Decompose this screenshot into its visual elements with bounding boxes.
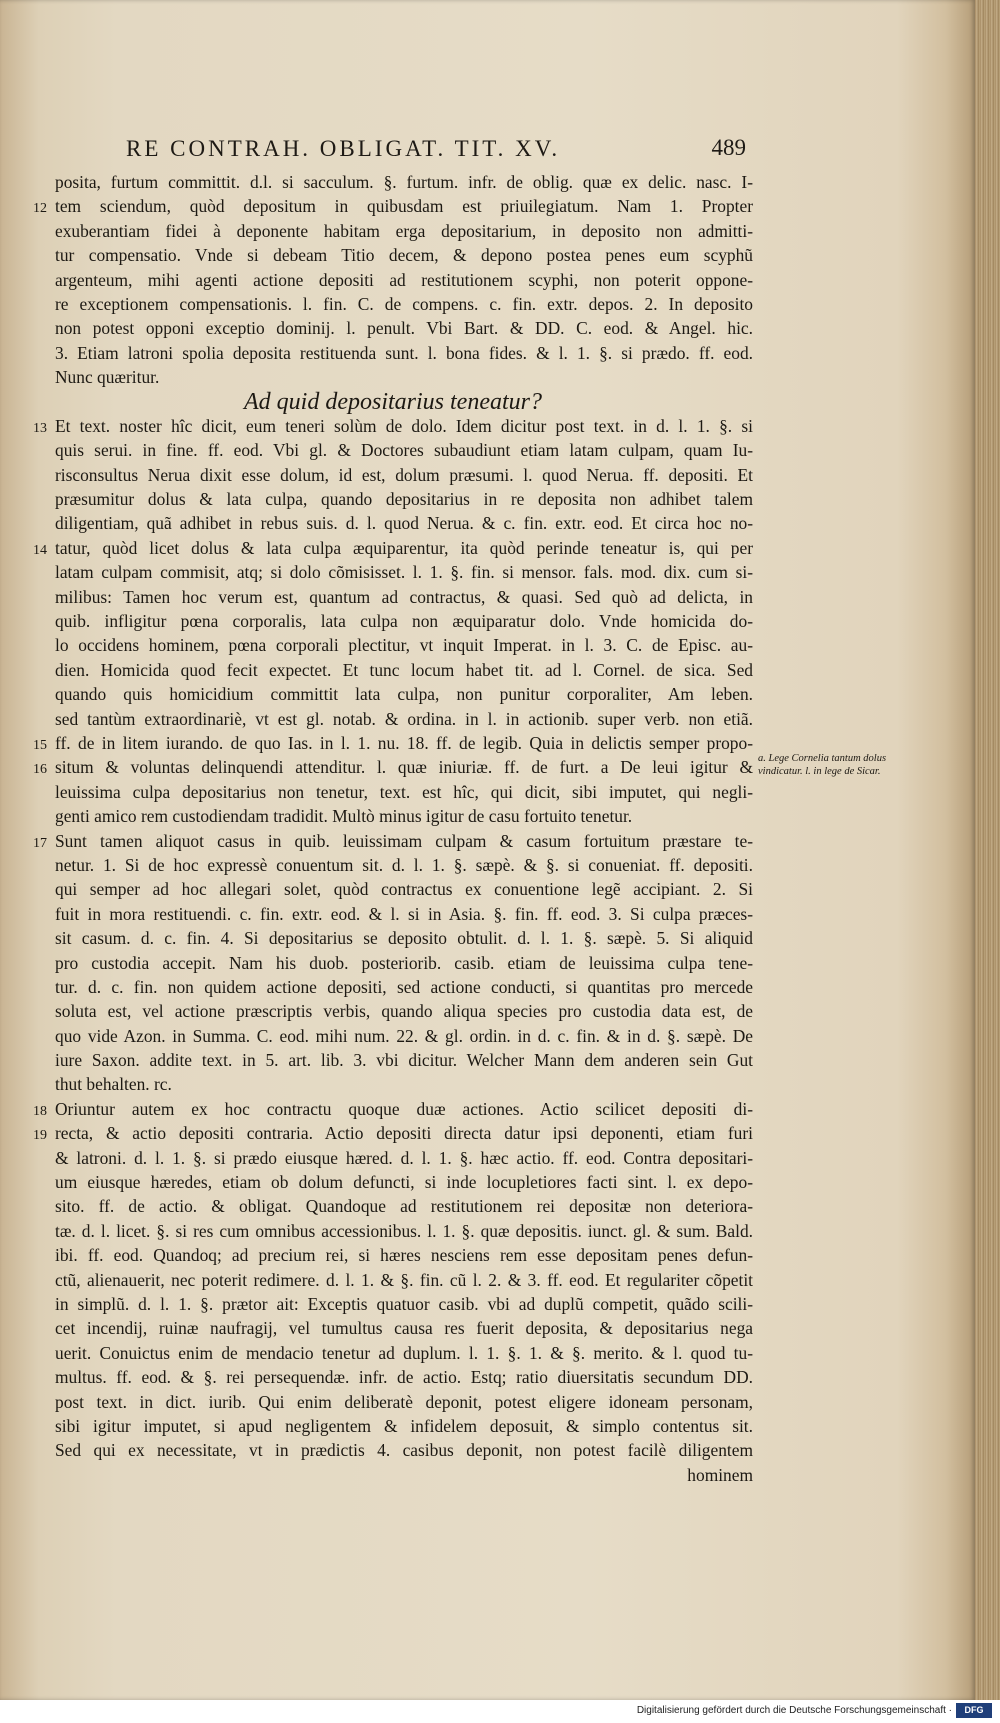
text-line [33,1438,753,1462]
text-line [33,1292,753,1316]
line-text: tæ. d. l. licet. §. si res cum omnibus accessionibus. l. 1. §. quæ depositis. iunct. gl. & sum. Bald. [55,1220,753,1241]
line-text: soluta est, vel actione præscriptis verbis, quando aliqua species pro custodia data est, de [55,1001,753,1022]
line-text: Nunc quæritur. [55,367,160,388]
paragraph-number: 15 [33,737,47,753]
text-line [33,829,753,853]
line-text: post text. in dict. iurib. Qui enim deliberatè deponit, potest eligere idoneam personam, [55,1391,753,1412]
line-text: in simplũ. d. l. 1. §. prætor ait: Exceptis quatuor casib. vbi ad duplũ competit, quãdo scili- [55,1293,753,1314]
paragraph-number: 18 [33,1103,47,1119]
text-line [33,487,753,511]
text-line [33,1365,753,1389]
line-text: præsumitur dolus & lata culpa, quando depositarius in re deposita non adhibet talem [55,489,753,510]
paragraph-number: 17 [33,835,47,851]
text-line [33,1146,753,1170]
line-text: recta, & actio depositi contraria. Actio depositi directa datur ipsi deponenti, etiam furi [55,1123,753,1144]
text-line [33,658,753,682]
text-line [33,975,753,999]
text-line [33,1194,753,1218]
text-line [33,560,753,584]
line-text: quib. infligitur pœna corporalis, lata culpa non æquiparatur dolo. Vnde homicida do- [55,611,753,632]
line-text: re exceptionem compensationis. l. fin. C. de compens. c. fin. extr. depos. 2. In deposito [55,293,753,314]
text-line [33,585,753,609]
line-text: ctũ, alienauerit, nec poterit redimere. d. l. 1. & §. fin. cũ l. 2. & 3. ff. eod. Et regulariter cõpetit [55,1269,753,1290]
text-line [33,877,753,901]
page-header [126,136,746,166]
dfg-logo: DFG [956,1703,992,1718]
text-line [33,755,753,779]
text-line [33,414,753,438]
text-line [33,707,753,731]
text-line [33,1268,753,1292]
text-line [33,853,753,877]
line-text: milibus: Tamen hoc verum est, quantum ad contractus, & quasi. Sed quò ad delicta, in [55,586,753,607]
text-line [33,1316,753,1340]
text-line [33,268,753,292]
text-line [33,536,753,560]
text-line [33,365,753,389]
line-text: Sunt tamen aliquot casus in quib. leuissimam culpam & casum fortuitum præstare te- [55,830,753,851]
line-text: Et text. noster hîc dicit, eum teneri solùm de dolo. Idem dicitur post text. in d. l. 1. §. si [55,415,753,436]
text-line [33,609,753,633]
line-text: ff. de in litem iurando. de quo Ias. in l. 1. nu. 18. ff. de legib. Quia in delictis semper propo- [55,732,753,753]
paragraph-number: 16 [33,762,47,778]
line-text: um eiusque hæredes, etiam ob dolum defuncti, si inde locupletiores facti sint. l. ex depo- [55,1172,753,1193]
line-text: qui semper ad hoc allegari solet, quòd contractus ex conuentione legẽ accipiant. 2. Si [55,879,753,900]
line-text: & latroni. d. l. 1. §. si prædo eiusque hæred. d. l. 1. §. hæc actio. ff. eod. Contra depositari- [55,1147,753,1168]
line-text: non potest opponi exceptio dominij. l. penult. Vbi Bart. & DD. C. eod. & Angel. hic. [55,318,753,339]
text-line [33,951,753,975]
text-line [33,1072,753,1096]
text-line [33,926,753,950]
line-text: sibi igitur imputet, si apud negligentem & infidelem deposuit, & simplo contentus sit. [55,1415,753,1436]
line-text: Sed qui ex necessitate, vt in prædictis 4. casibus deponit, non potest facilè diligentem [55,1440,753,1461]
text-line [33,1219,753,1243]
page-stack-edge [975,0,1000,1700]
digitization-credit: Digitalisierung gefördert durch die Deutsche Forschungsgemeinschaft · [636,1705,952,1716]
line-text: posita, furtum committit. d.l. si sacculum. §. furtum. infr. de oblig. quæ ex delic. nasc. I- [55,172,753,192]
text-line [33,1463,753,1487]
line-text: situm & voluntas delinquendi attenditur. l. quæ iniuriæ. ff. de furt. a De leui igitur & [55,757,753,778]
line-text: sit casum. d. c. fin. 4. Si depositarius se deposito obtulit. d. l. 1. §. sæpè. 5. Si aliquid [55,928,753,949]
page-number: 489 [711,135,746,160]
line-text: netur. 1. Si de hoc expressè conuentum sit. d. l. 1. §. sæpè. & §. si conueniat. ff. depositi. [55,854,753,875]
text-line [33,1121,753,1145]
line-text: quo vide Azon. in Summa. C. eod. mihi num. 22. & gl. ordin. in d. c. fin. & in d. §. sæpè. De [55,1025,753,1046]
text-line [33,438,753,462]
text-line [33,1097,753,1121]
text-line [33,682,753,706]
text-line [33,463,753,487]
paragraph-number: 14 [33,542,47,558]
line-text: sed tantùm extraordinariè, vt est gl. notab. & ordina. in l. in actionib. super verb. non etiã. [55,708,753,729]
paragraph-number: 12 [33,201,47,217]
line-text: exuberantiam fidei à deponente habitam erga depositarium, in deposito non admitti- [55,220,753,241]
text-line [33,243,753,267]
line-text: lo occidens hominem, pœna corporali plectitur, vt inquit Imperat. in l. 3. C. de Episc. au- [55,635,753,656]
text-line [33,1243,753,1267]
text-line [33,633,753,657]
text-line [33,1341,753,1365]
text-line [33,999,753,1023]
text-line [33,170,753,194]
heading-text: Ad quid depositarius teneatur? [244,389,542,414]
line-text: multus. ff. eod. & §. rei persequendæ. infr. de actio. Estq; ratio diuersitatis secundum DD. [55,1367,753,1388]
text-line [33,341,753,365]
line-text: tem sciendum, quòd depositum in quibusdam est priuilegiatum. Nam 1. Propter [55,196,753,217]
text-line [33,194,753,218]
line-text: 3. Etiam latroni spolia deposita restituenda sunt. l. bona fides. & l. 1. §. si prædo. ff. eod. [55,342,753,363]
text-line [33,1024,753,1048]
line-text: hominem [687,1464,753,1485]
line-text: Oriuntur autem ex hoc contractu quoque duæ actiones. Actio scilicet depositi di- [55,1098,753,1119]
line-text: thut behalten. rc. [55,1074,172,1095]
line-text: leuissima culpa depositarius non tenetur, text. est hîc, qui dicit, sibi imputet, qui negli- [55,781,753,802]
line-text: risconsultus Nerua dixit esse dolum, id est, dolum præsumi. l. quod Nerua. ff. depositi. Et [55,464,753,485]
main-text-block [33,170,753,1487]
line-text: argenteum, mihi agenti actione depositi ad restitutionem scyphi, non poterit oppone- [55,269,753,290]
text-line [33,219,753,243]
text-line [33,316,753,340]
line-text: fuit in mora restituendi. c. fin. extr. eod. & l. si in Asia. §. fin. ff. eod. 3. Si culpa præces- [55,903,753,924]
line-text: genti amico rem custodiendam tradidit. Multò minus igitur de casu fortuito tenetur. [55,806,633,827]
line-text: tur compensatio. Vnde si debeam Titio decem, & depono postea penes eum scyphũ [55,245,753,266]
text-line [33,804,753,828]
text-line [33,292,753,316]
line-text: sito. ff. de actio. & obligat. Quandoque ad restitutionem rei depositæ non deteriora- [55,1196,753,1217]
line-text: quando quis homicidium committit lata culpa, non punitur corporaliter, Am leben. [55,684,753,705]
text-line [33,902,753,926]
line-text: uerit. Conuictus enim de mendacio tenetur ad duplum. l. 1. §. 1. & §. merito. & l. quod tu- [55,1342,753,1363]
line-text: cet incendij, ruinæ naufragij, vel tumultus causa res fuerit deposita, & depositarius nega [55,1318,753,1339]
line-text: iure Saxon. addite text. in 5. art. lib. 3. vbi dicitur. Welcher Mann dem anderen sein Gut [55,1050,753,1071]
text-line [33,1048,753,1072]
text-line [33,1414,753,1438]
line-text: tur. d. c. fin. non quidem actione depositi, sed actione conducti, si quantitas pro mercede [55,976,753,997]
section-heading [33,390,753,414]
marginal-note: a. Lege Cornelia tantum dolus vindicatur. l. in lege de Sicar. [758,753,887,777]
line-text: tatur, quòd licet dolus & lata culpa æquiparentur, ita quòd perinde teneatur is, qui per [55,537,753,558]
line-text: pro custodia accepit. Nam his duob. posteriorib. casib. etiam de leuissima culpa tene- [55,952,753,973]
line-text: dien. Homicida quod fecit expectet. Et tunc locum habet tit. ad l. Cornel. de sica. Sed [55,659,753,680]
text-line [33,1170,753,1194]
text-line [33,731,753,755]
paragraph-number: 13 [33,420,47,436]
text-line [33,1390,753,1414]
text-line [33,780,753,804]
text-line [33,511,753,535]
line-text: diligentiam, quã adhibet in rebus suis. d. l. quod Nerua. & c. fin. extr. eod. Et circa hoc no- [55,513,753,534]
line-text: latam culpam commisit, atq; si dolo cõmisisset. l. 1. §. fin. si mensor. fals. mod. dix. cum si- [55,562,753,583]
paragraph-number: 19 [33,1128,47,1144]
line-text: ibi. ff. eod. Quandoq; ad precium rei, si hæres nesciens rem esse depositam penes defun- [55,1245,753,1266]
line-text: quis serui. in fine. ff. eod. Vbi gl. & Doctores subaudiunt etiam latam culpam, quam Iu- [55,440,753,461]
running-head: RE CONTRAH. OBLIGAT. TIT. XV. [126,136,561,161]
